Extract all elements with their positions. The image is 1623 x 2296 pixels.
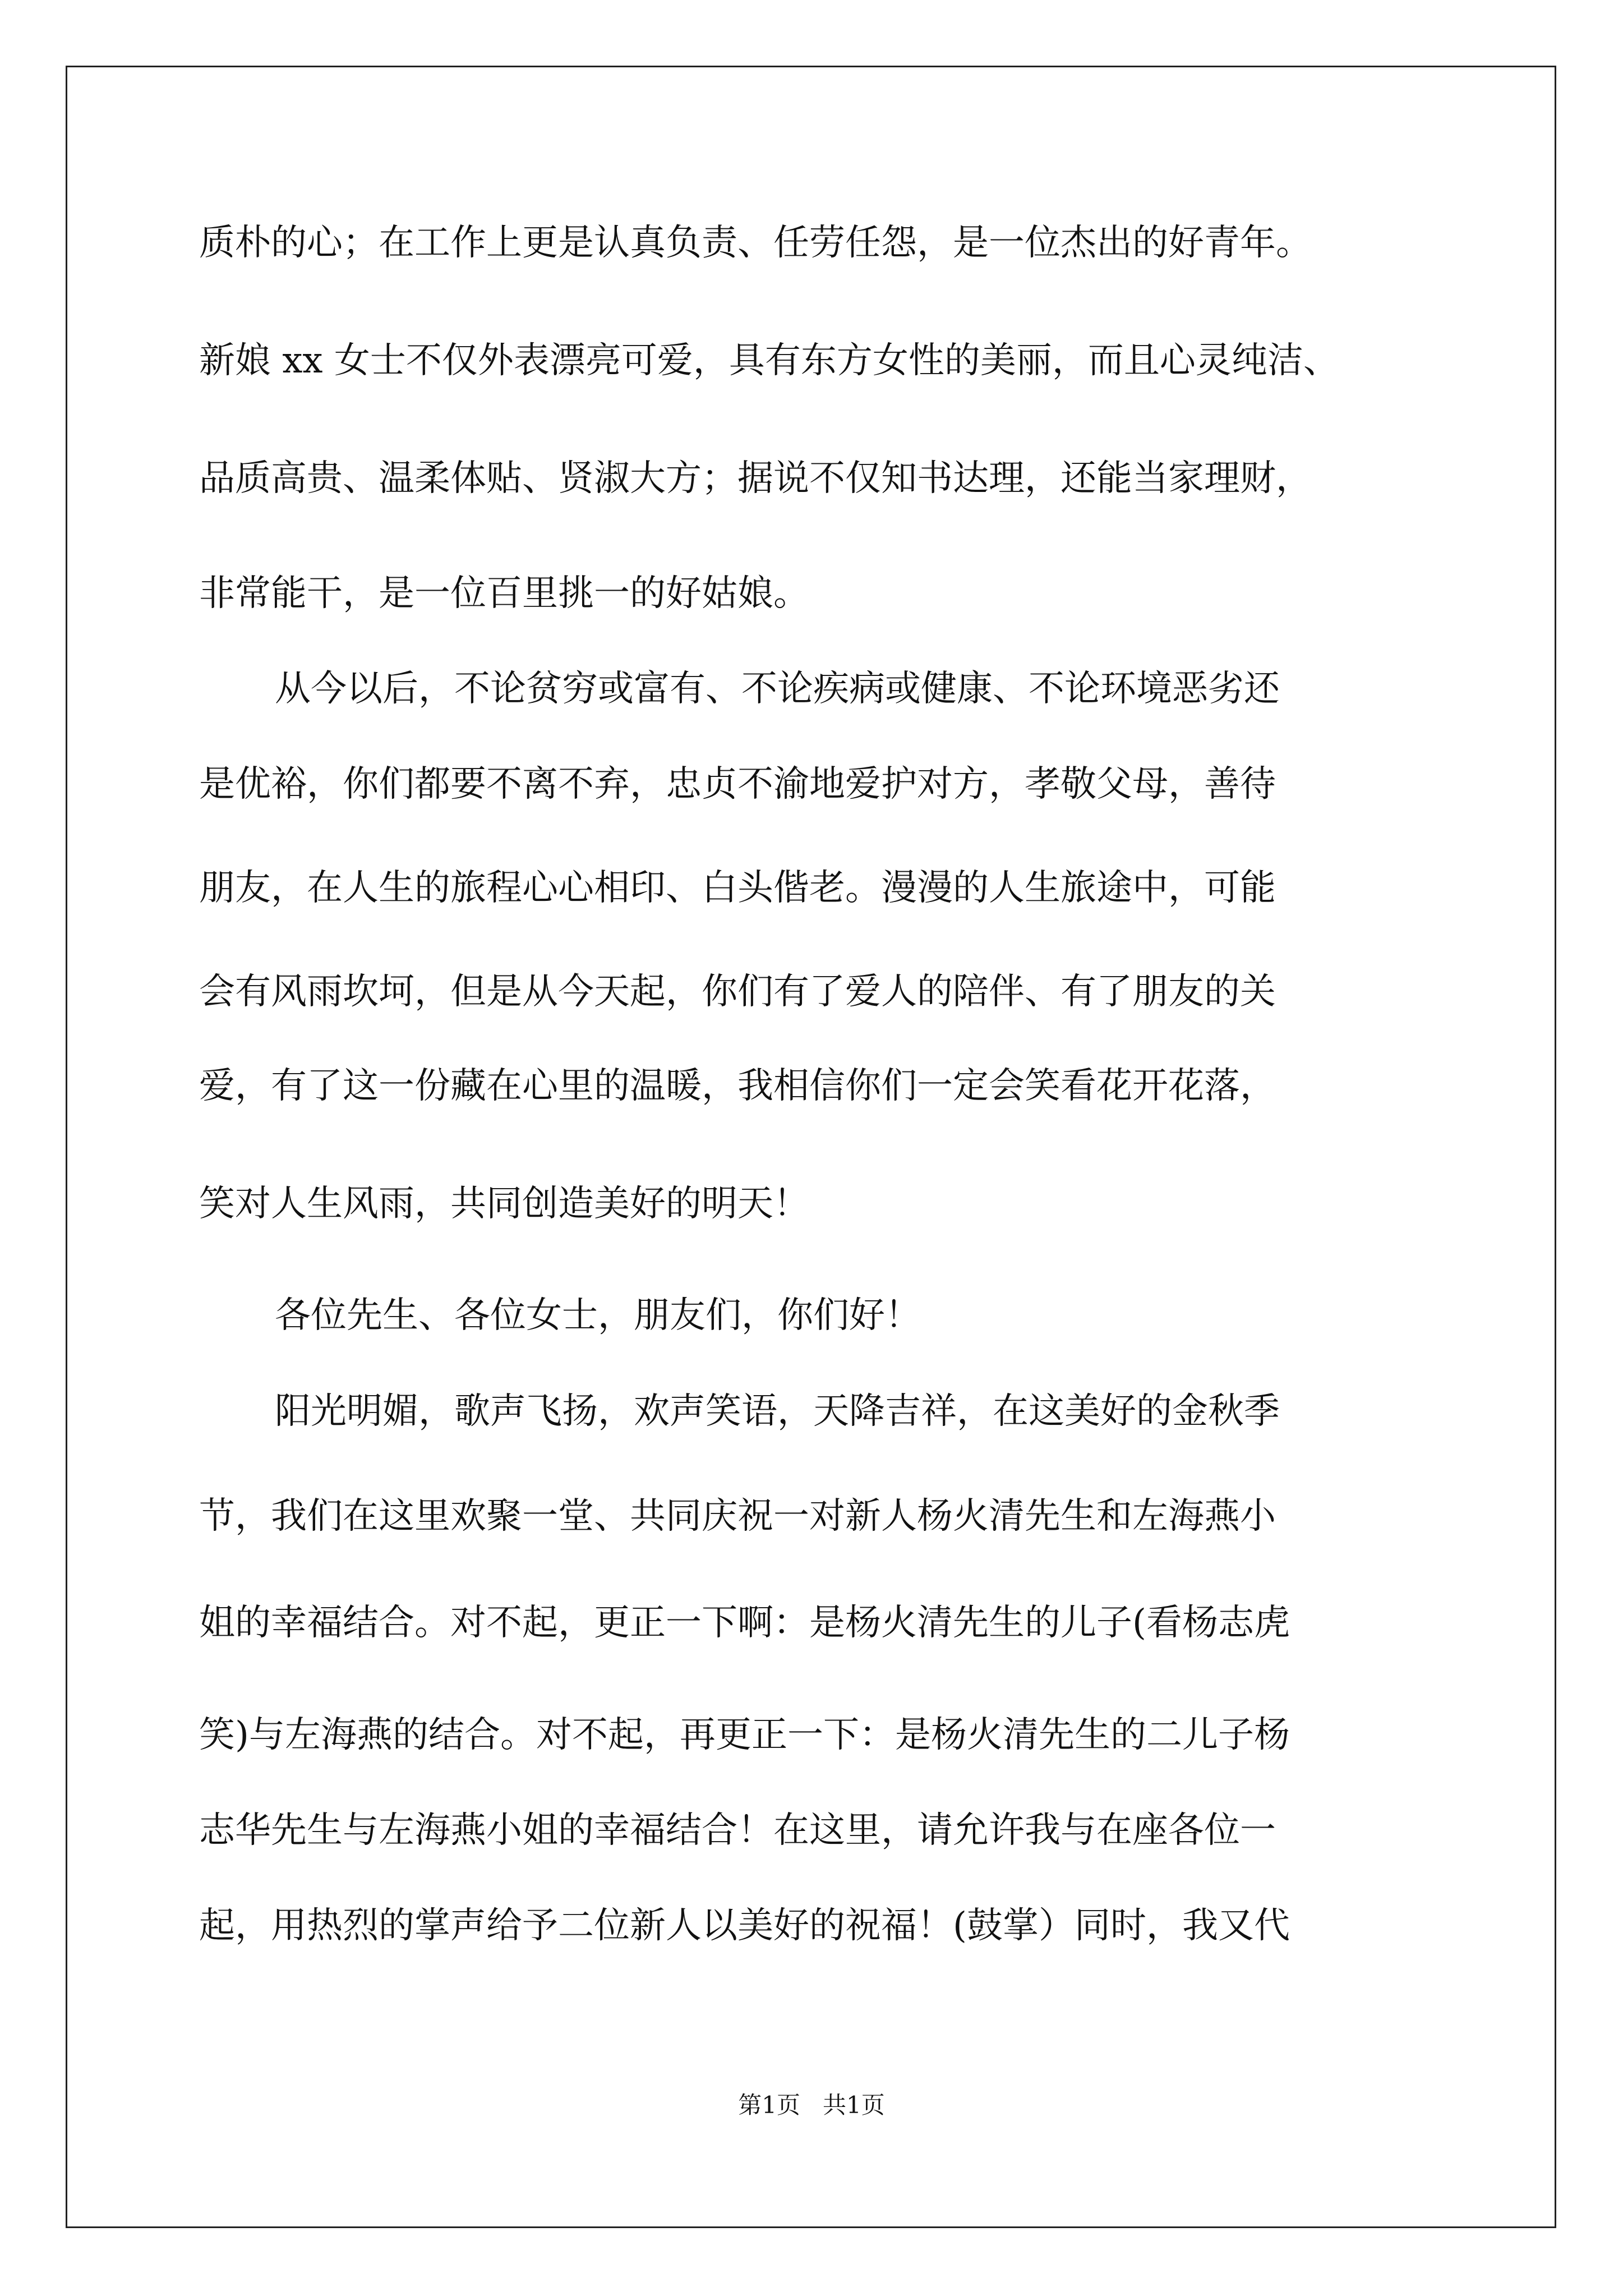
text-line: 新娘 xx 女士不仅外表漂亮可爱，具有东方女性的美丽，而且心灵纯洁、 xyxy=(199,340,1339,381)
text-line: 姐的幸福结合。对不起，更正一下啊：是杨火清先生的儿子(看杨志虎 xyxy=(199,1602,1290,1644)
text-line: 质朴的心；在工作上更是认真负责、任劳任怨，是一位杰出的好青年。 xyxy=(199,222,1312,264)
text-line: 阳光明媚，歌声飞扬，欢声笑语，天降吉祥，在这美好的金秋季 xyxy=(275,1391,1280,1432)
text-line: 从今以后，不论贫穷或富有、不论疾病或健康、不论环境恶劣还 xyxy=(275,668,1280,710)
text-line: 笑对人生风雨，共同创造美好的明天！ xyxy=(199,1183,809,1225)
text-line: 笑)与左海燕的结合。对不起，再更正一下：是杨火清先生的二儿子杨 xyxy=(199,1714,1290,1756)
text-line: 是优裕，你们都要不离不弃，忠贞不渝地爱护对方，孝敬父母，善待 xyxy=(199,763,1276,805)
text-line: 爱，有了这一份藏在心里的温暖，我相信你们一定会笑看花开花落， xyxy=(199,1065,1276,1107)
text-line: 朋友，在人生的旅程心心相印、白头偕老。漫漫的人生旅途中，可能 xyxy=(199,867,1276,909)
text-line: 志华先生与左海燕小姐的幸福结合！在这里，请允许我与在座各位一 xyxy=(199,1810,1276,1851)
text-line: 会有风雨坎坷，但是从今天起，你们有了爱人的陪伴、有了朋友的关 xyxy=(199,971,1276,1013)
text-line: 节，我们在这里欢聚一堂、共同庆祝一对新人杨火清先生和左海燕小 xyxy=(199,1496,1276,1537)
text-line: 各位先生、各位女士，朋友们，你们好！ xyxy=(275,1295,921,1336)
text-line: 品质高贵、温柔体贴、贤淑大方；据说不仅知书达理，还能当家理财， xyxy=(199,458,1312,499)
text-line: 起，用热烈的掌声给予二位新人以美好的祝福！(鼓掌）同时，我又代 xyxy=(199,1905,1290,1947)
page-footer: 第1页 共1页 xyxy=(738,2091,885,2119)
text-line: 非常能干，是一位百里挑一的好姑娘。 xyxy=(199,573,809,614)
